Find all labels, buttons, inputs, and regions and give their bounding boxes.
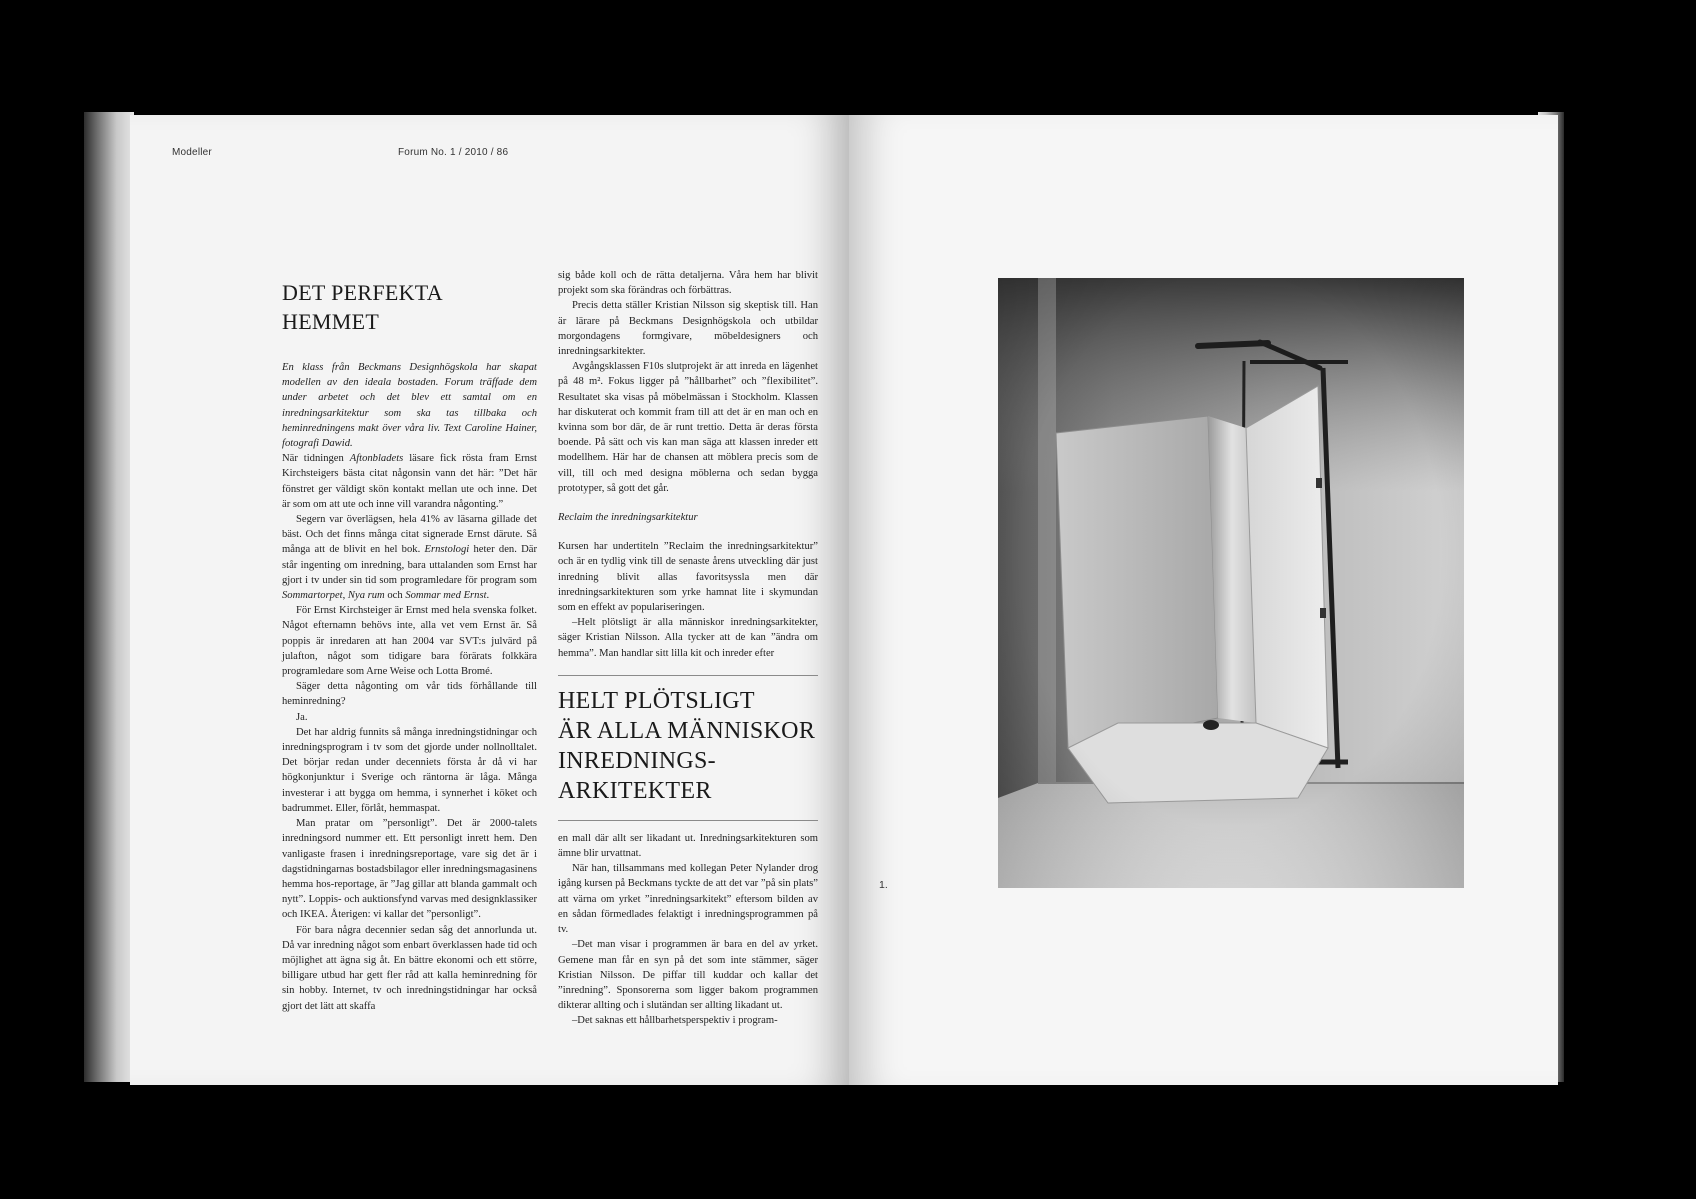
article-title <box>282 278 537 336</box>
running-head-issue: Forum No. 1 / 2010 / 86 <box>398 147 509 158</box>
figure-caption-number: 1. <box>879 879 888 891</box>
pull-quote-line4: ARKITEKTER <box>558 777 712 804</box>
pull-quote-line3: INREDNINGS- <box>558 747 716 774</box>
article-title-line1: DET PERFEKTA <box>282 280 443 305</box>
body-paragraph: När tidningen Aftonbladets läsare fick rösta fram Ernst Kirchsteigers bästa citat någonsin vann det här: ”Det här fönstret ger väldigt skön kontakt mellan ute och inne. Det är som om att ute och inne vill varandra någonting.” <box>282 453 537 510</box>
folding-screen-photo <box>998 278 1464 888</box>
pull-quote <box>558 686 818 806</box>
article-column-right <box>558 268 818 1029</box>
article-title-line2: HEMMET <box>282 309 380 334</box>
body-paragraph: sig både koll och de rätta detaljerna. Våra hem har blivit projekt som ska förändras och förbättras. <box>558 270 818 297</box>
folding-screen-model-icon <box>998 278 1464 888</box>
pull-quote-rule-top <box>558 675 818 676</box>
body-paragraph: För Ernst Kirchsteiger är Ernst med hela svenska folket. Något efternamn behövs inte, alla vet vem Ernst är. Så poppis är inredaren att han 2004 var SVT:s julvärd på julafton, något som tidigare bara förärats folkkära programledare som Arne Weise och Lotta Bromé. <box>282 605 537 678</box>
body-paragraph: Ja. <box>296 711 308 723</box>
body-paragraph: –Det saknas ett hållbarhetsperspektiv i program- <box>572 1015 778 1027</box>
pull-quote-rule-bottom <box>558 820 818 821</box>
pull-quote-line2: ÄR ALLA MÄNNISKOR <box>558 717 816 744</box>
article-subhead: Reclaim the inredningsarkitektur <box>558 512 698 524</box>
body-paragraph: Kursen har undertiteln ”Reclaim the inredningsarkitektur” och är en tydlig vink till de senaste årens utveckling där just inredning blivit allas favoritsyssla men där inredningsarkitekturen som yrke hamnat lite i skymundan som en effekt av populariseringen. <box>558 541 818 614</box>
body-paragraph: –Det man visar i programmen är bara en del av yrket. Gemene man får en syn på det som inte stämmer, säger Kristian Nilsson. De piffar till kuddar och kallar det ”inredning”. Sponsorerna som ligger bakom programmen dikterar allting och i slutändan ser allting likadant ut. <box>558 939 818 1012</box>
pull-quote-line1: HELT PLÖTSLIGT <box>558 687 755 714</box>
body-paragraph: När han, tillsammans med kollegan Peter Nylander drog igång kursen på Beckmans tyckte de att det var ”på sin plats” att värna om yrket ”inredningsarkitekt” eftersom bilden av en sådan förmedlades felaktigt i inredningsprogrammen på tv. <box>558 863 818 936</box>
body-paragraph: en mall där allt ser likadant ut. Inredningsarkitekturen som ämne blir urvattnat. <box>558 832 818 860</box>
body-paragraph: –Helt plötsligt är alla människor inredningsarkitekter, säger Kristian Nilsson. Alla tycker att de kan ”ändra om hemma”. Man handlar sitt lilla kit och inreder efter <box>558 617 818 659</box>
body-paragraph: Man pratar om ”personligt”. Det är 2000-talets inredningsord nummer ett. Ett personligt inrett hem. Den vanligaste frasen i inredningsreportage, vare sig det är i dagstidningarnas bostadsbilagor eller inredningsmagasinens hemma hos-reportage, är ”Jag gillar att blanda gammalt och nytt”. Loppis- och auktionsfynd varvas med designklassiker och IKEA. Återigen: vi kallar det ”personligt”. <box>282 818 537 921</box>
running-head-section: Modeller <box>172 147 212 158</box>
body-paragraph: Avgångsklassen F10s slutprojekt är att inreda en lägenhet på 48 m². Fokus ligger på ”hållbarhet” och ”flexibilitet”. Resultatet ska visas på möbelmässan i Stockholm. Klassen har diskuterat och kommit fram till att det är en man och en kvinna som bor där, de är runt trettio. Detta är deras första boende. På sätt och vis kan man säga att klassen inreder ett modellhem. Här har de chansen att möblera precis som de vill, till och med designa möblerna och sedan bygga prototyper, så gott det går. <box>558 361 818 494</box>
body-paragraph: Säger detta någonting om vår tids förhållande till heminredning? <box>282 681 537 708</box>
article-lead: En klass från Beckmans Designhögskola har skapat modellen av den ideala bostaden. Forum träffade dem under arbetet och det blev ett samtal om en inredningsarkitektur som ska tas tillbaka och heminredningens makt över våra liv. Text Caroline Hainer, fotografi Dawid. <box>282 362 537 450</box>
page-stack-left <box>84 112 134 1082</box>
article-column-left <box>282 270 537 1014</box>
body-paragraph: Det har aldrig funnits så många inredningstidningar och inredningsprogram i tv som det gjorde under nollnolltalet. Det börjar redan under decenniets första år då vi har högkonjunktur i Sverige och räntorna är låga. Många investerar i att bygga om hemma, i synnerhet i köket och badrummet. Eller, förlåt, hemmaspat. <box>282 726 537 814</box>
body-paragraph: För bara några decennier sedan såg det annorlunda ut. Då var inredning något som enbart överklassen hade tid och möjlighet att ägna sig åt. En bättre ekonomi och ett större, billigare utbud har gett fler råd att kalla heminredning för sin hobby. Internet, tv och inredningstidningar har också gjort det lätt att skaffa <box>282 924 537 1012</box>
body-paragraph: Segern var överlägsen, hela 41% av läsarna gillade det bäst. Och det finns många citat signerade Ernst därute. Så många att de blivit en hel bok. Ernstologi heter den. Där står ingenting om inredning, bara uttalanden som Ernst har gjort i tv under sin tid som programledare för program som Sommartorpet, Nya rum och Sommar med Ernst. <box>282 514 537 602</box>
body-paragraph: Precis detta ställer Kristian Nilsson sig skeptisk till. Han är lärare på Beckmans Designhögskola och utbildar morgondagens formgivare, möbeldesigners och inredningsarkitekter. <box>558 300 818 358</box>
